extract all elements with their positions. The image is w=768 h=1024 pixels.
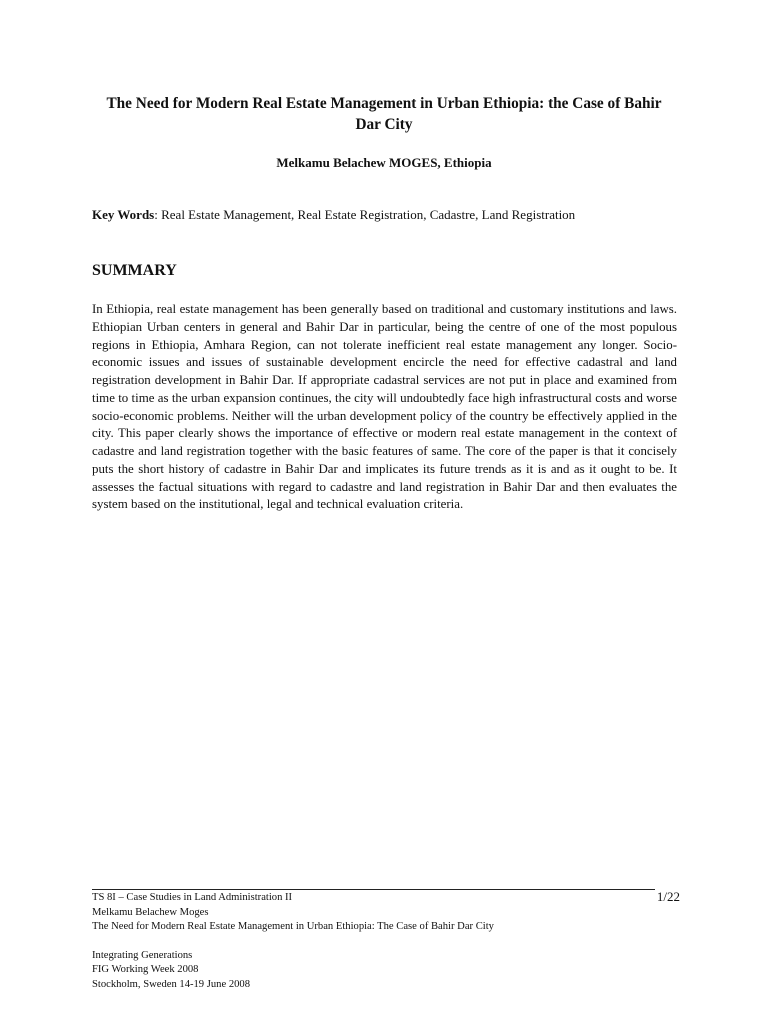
keywords-line xyxy=(92,206,692,224)
footer-divider xyxy=(92,889,655,890)
keywords-label: Key Words xyxy=(92,207,155,222)
keywords-text: : Real Estate Management, Real Estate Registration, Cadastre, Land Registration xyxy=(154,207,576,222)
footer-event-place: Stockholm, Sweden 14-19 June 2008 xyxy=(92,978,251,990)
footer-event-name: FIG Working Week 2008 xyxy=(92,964,199,975)
footer-spacer xyxy=(92,935,632,949)
footer-paper-title: The Need for Modern Real Estate Management in Urban Ethiopia: The Case of Bahir Dar City xyxy=(92,921,494,932)
footer-session: TS 8I – Case Studies in Land Administration II xyxy=(92,892,293,903)
author-line: Melkamu Belachew MOGES, Ethiopia xyxy=(276,155,492,170)
page-number: 1/22 xyxy=(656,889,680,904)
footer-author: Melkamu Belachew Moges xyxy=(92,906,209,918)
paper-title: The Need for Modern Real Estate Management in Urban Ethiopia: the Case of Bahir Dar City xyxy=(106,95,662,133)
footer xyxy=(92,891,632,992)
footer-event-theme: Integrating Generations xyxy=(92,949,193,961)
summary-paragraph: In Ethiopia, real estate management has been generally based on traditional and customary institutions and laws. Ethiopian Urban centers in general and Bahir Dar in particular, being the centre of one of the most populous regions in Ethiopia, Amhara Region, can not tolerate inefficient real estate management any longer. Socio-economic issues and issues of sustainable development encircle the need for effective cadastral and land registration development in Bahir Dar. If appropriate cadastral services are not put in place and examined from time to time as the urban expansion continues, the city will undoubtedly face high infrastructural costs and worse socio-economic problems. Neither will the urban development policy of the country be effectively applied in the city. This paper clearly shows the importance of effective or modern real estate management in the context of cadastre and land registration together with the basic features of same. The core of the paper is that it concisely puts the short history of cadastre in Bahir Dar and implicates its future trends as it is and as it ought to be. It assesses the factual situations with regard to cadastre and land registration in Bahir Dar and then evaluates the system based on the institutional, legal and technical evaluation criteria. xyxy=(92,302,677,512)
summary-heading: SUMMARY xyxy=(92,262,177,279)
